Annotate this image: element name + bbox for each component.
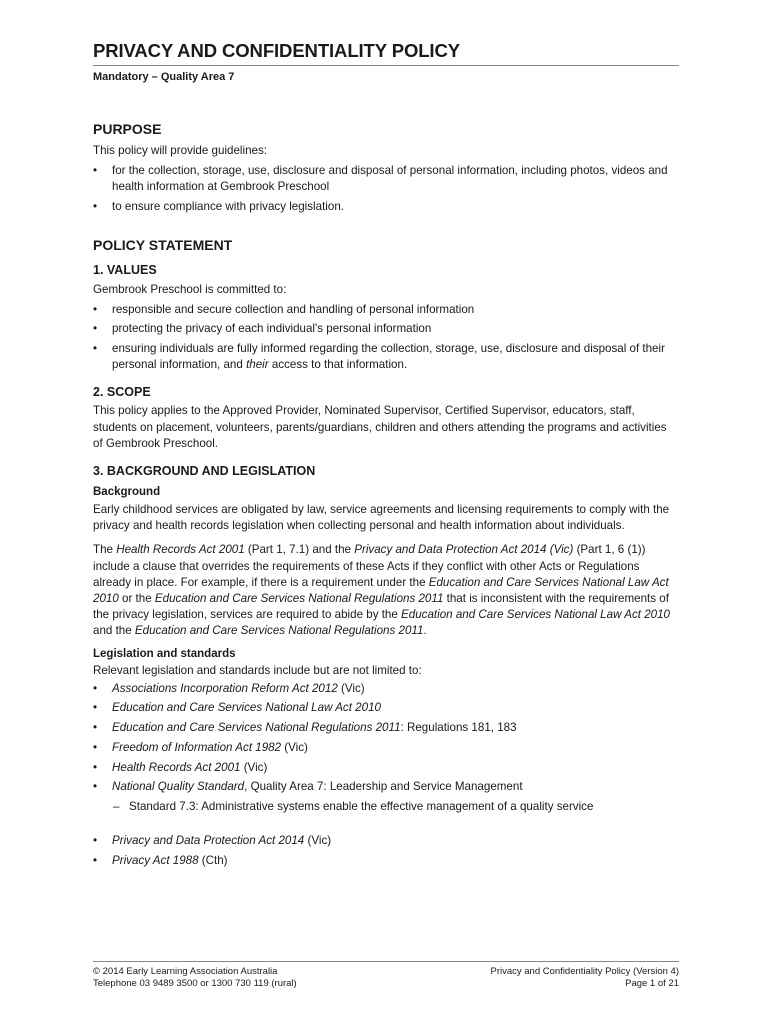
- act-name: Privacy Act 1988: [112, 853, 199, 867]
- list-item: [93, 740, 679, 756]
- text-span: that is inconsistent with the requirements of the privacy legislation, services are required to abide by the: [93, 591, 669, 622]
- text-span: (Vic): [304, 834, 332, 848]
- list-item: [93, 853, 679, 869]
- list-item: [93, 760, 679, 776]
- act-name: Privacy and Data Protection Act 2014 (Vic): [354, 543, 574, 557]
- document-page: [93, 40, 679, 873]
- list-item: • for the collection, storage, use, disclosure and disposal of personal information, including photos, videos and health information at Gembrook Preschool: [93, 163, 679, 195]
- list-item: [93, 833, 679, 849]
- list-item: [93, 779, 679, 795]
- background-paragraph-1: Early childhood services are obligated by law, service agreements and licensing requirements to comply with the privacy and health records legislation when collecting personal and health information about individuals.: [93, 502, 670, 533]
- act-name: Privacy and Data Protection Act 2014: [112, 834, 305, 848]
- text-emphasis: their: [246, 358, 269, 372]
- text-span: (Part 1, 7.1) and the: [244, 543, 355, 557]
- text-span: (Vic): [240, 760, 268, 774]
- text-span: , Quality Area 7: Leadership and Service Management: [244, 780, 523, 794]
- legislation-intro: Relevant legislation and standards include but are not limited to:: [93, 663, 422, 677]
- list-sub-item: – Standard 7.3: Administrative systems enable the effective management of a quality service: [93, 799, 679, 815]
- list-item: [93, 720, 679, 736]
- scope-text: This policy applies to the Approved Provider, Nominated Supervisor, Certified Supervisor, educators, staff, students on placement, volunteers, parents/guardians, children and others attending the programs and activities of Gembrook Preschool.: [93, 404, 667, 450]
- act-name: Associations Incorporation Reform Act 2012: [112, 681, 338, 695]
- footer-copyright: © 2014 Early Learning Association Australia: [93, 966, 278, 977]
- text-span: (Cth): [198, 853, 228, 867]
- act-name: Health Records Act 2001: [116, 543, 245, 557]
- act-name: National Quality Standard: [112, 780, 245, 794]
- act-name: Education and Care Services National Regulations 2011: [134, 624, 424, 638]
- footer-page-number: Page 1 of 21: [625, 978, 679, 989]
- footer-document-title: Privacy and Confidentiality Policy (Version 4): [490, 966, 679, 977]
- text-span: (Part 1, 6 (1)) include a clause that overrides the requirements of these Acts if they conflict with other Acts or Regulations already in place. For example, if there is a requirement under the: [93, 543, 646, 589]
- background-subheading: Background: [93, 485, 161, 498]
- background-heading: 3. BACKGROUND AND LEGISLATION: [93, 463, 316, 478]
- act-name: Health Records Act 2001: [112, 760, 241, 774]
- purpose-intro: This policy will provide guidelines:: [93, 144, 267, 157]
- text-span: : Regulations 181, 183: [400, 721, 517, 735]
- list-item: [93, 681, 679, 697]
- act-name: Education and Care Services National Regulations 2011: [154, 591, 444, 605]
- footer-telephone: Telephone 03 9489 3500 or 1300 730 119 (rural): [93, 978, 297, 989]
- text-span: ensuring individuals are fully informed regarding the collection, storage, use, disclosure and disposal of their personal information, and: [112, 341, 665, 372]
- list-item: [93, 341, 679, 373]
- act-name: Education and Care Services National Law Act 2010: [112, 701, 381, 715]
- policy-statement-heading: POLICY STATEMENT: [93, 237, 233, 254]
- text-span: (Vic): [281, 740, 308, 754]
- list-item: • protecting the privacy of each individual's personal information: [93, 321, 679, 337]
- act-name: Freedom of Information Act 1982: [112, 740, 282, 754]
- values-list: [93, 302, 679, 374]
- act-name: Education and Care Services National Regulations 2011: [112, 721, 401, 735]
- page-subtitle: Mandatory – Quality Area 7: [93, 71, 235, 83]
- text-span: and the: [93, 624, 135, 638]
- values-heading: 1. VALUES: [93, 263, 157, 278]
- list-item: • responsible and secure collection and handling of personal information: [93, 302, 679, 318]
- legislation-list: [93, 681, 679, 815]
- list-item: [93, 700, 679, 716]
- page-footer: [93, 961, 679, 989]
- text-span: access to that information.: [268, 358, 408, 372]
- purpose-heading: PURPOSE: [93, 121, 162, 137]
- purpose-list: [93, 163, 679, 215]
- legislation-subheading: Legislation and standards: [93, 647, 236, 660]
- act-name: Education and Care Services National Law Act 2010: [401, 608, 671, 622]
- values-intro: Gembrook Preschool is committed to:: [93, 283, 287, 297]
- page-title: PRIVACY AND CONFIDENTIALITY POLICY: [93, 40, 679, 66]
- act-name: Education and Care Services National Law Act 2010: [93, 575, 669, 605]
- legislation-list-continued: [93, 833, 679, 869]
- scope-heading: 2. SCOPE: [93, 385, 151, 400]
- footer-left: [93, 966, 297, 990]
- list-item: • to ensure compliance with privacy legislation.: [93, 199, 679, 215]
- footer-right: [490, 966, 679, 990]
- background-paragraph-2: [93, 542, 679, 639]
- text-span: or the: [118, 591, 155, 605]
- text-span: .: [423, 624, 427, 638]
- text-span: (Vic): [337, 681, 365, 695]
- text-span: The: [93, 543, 117, 557]
